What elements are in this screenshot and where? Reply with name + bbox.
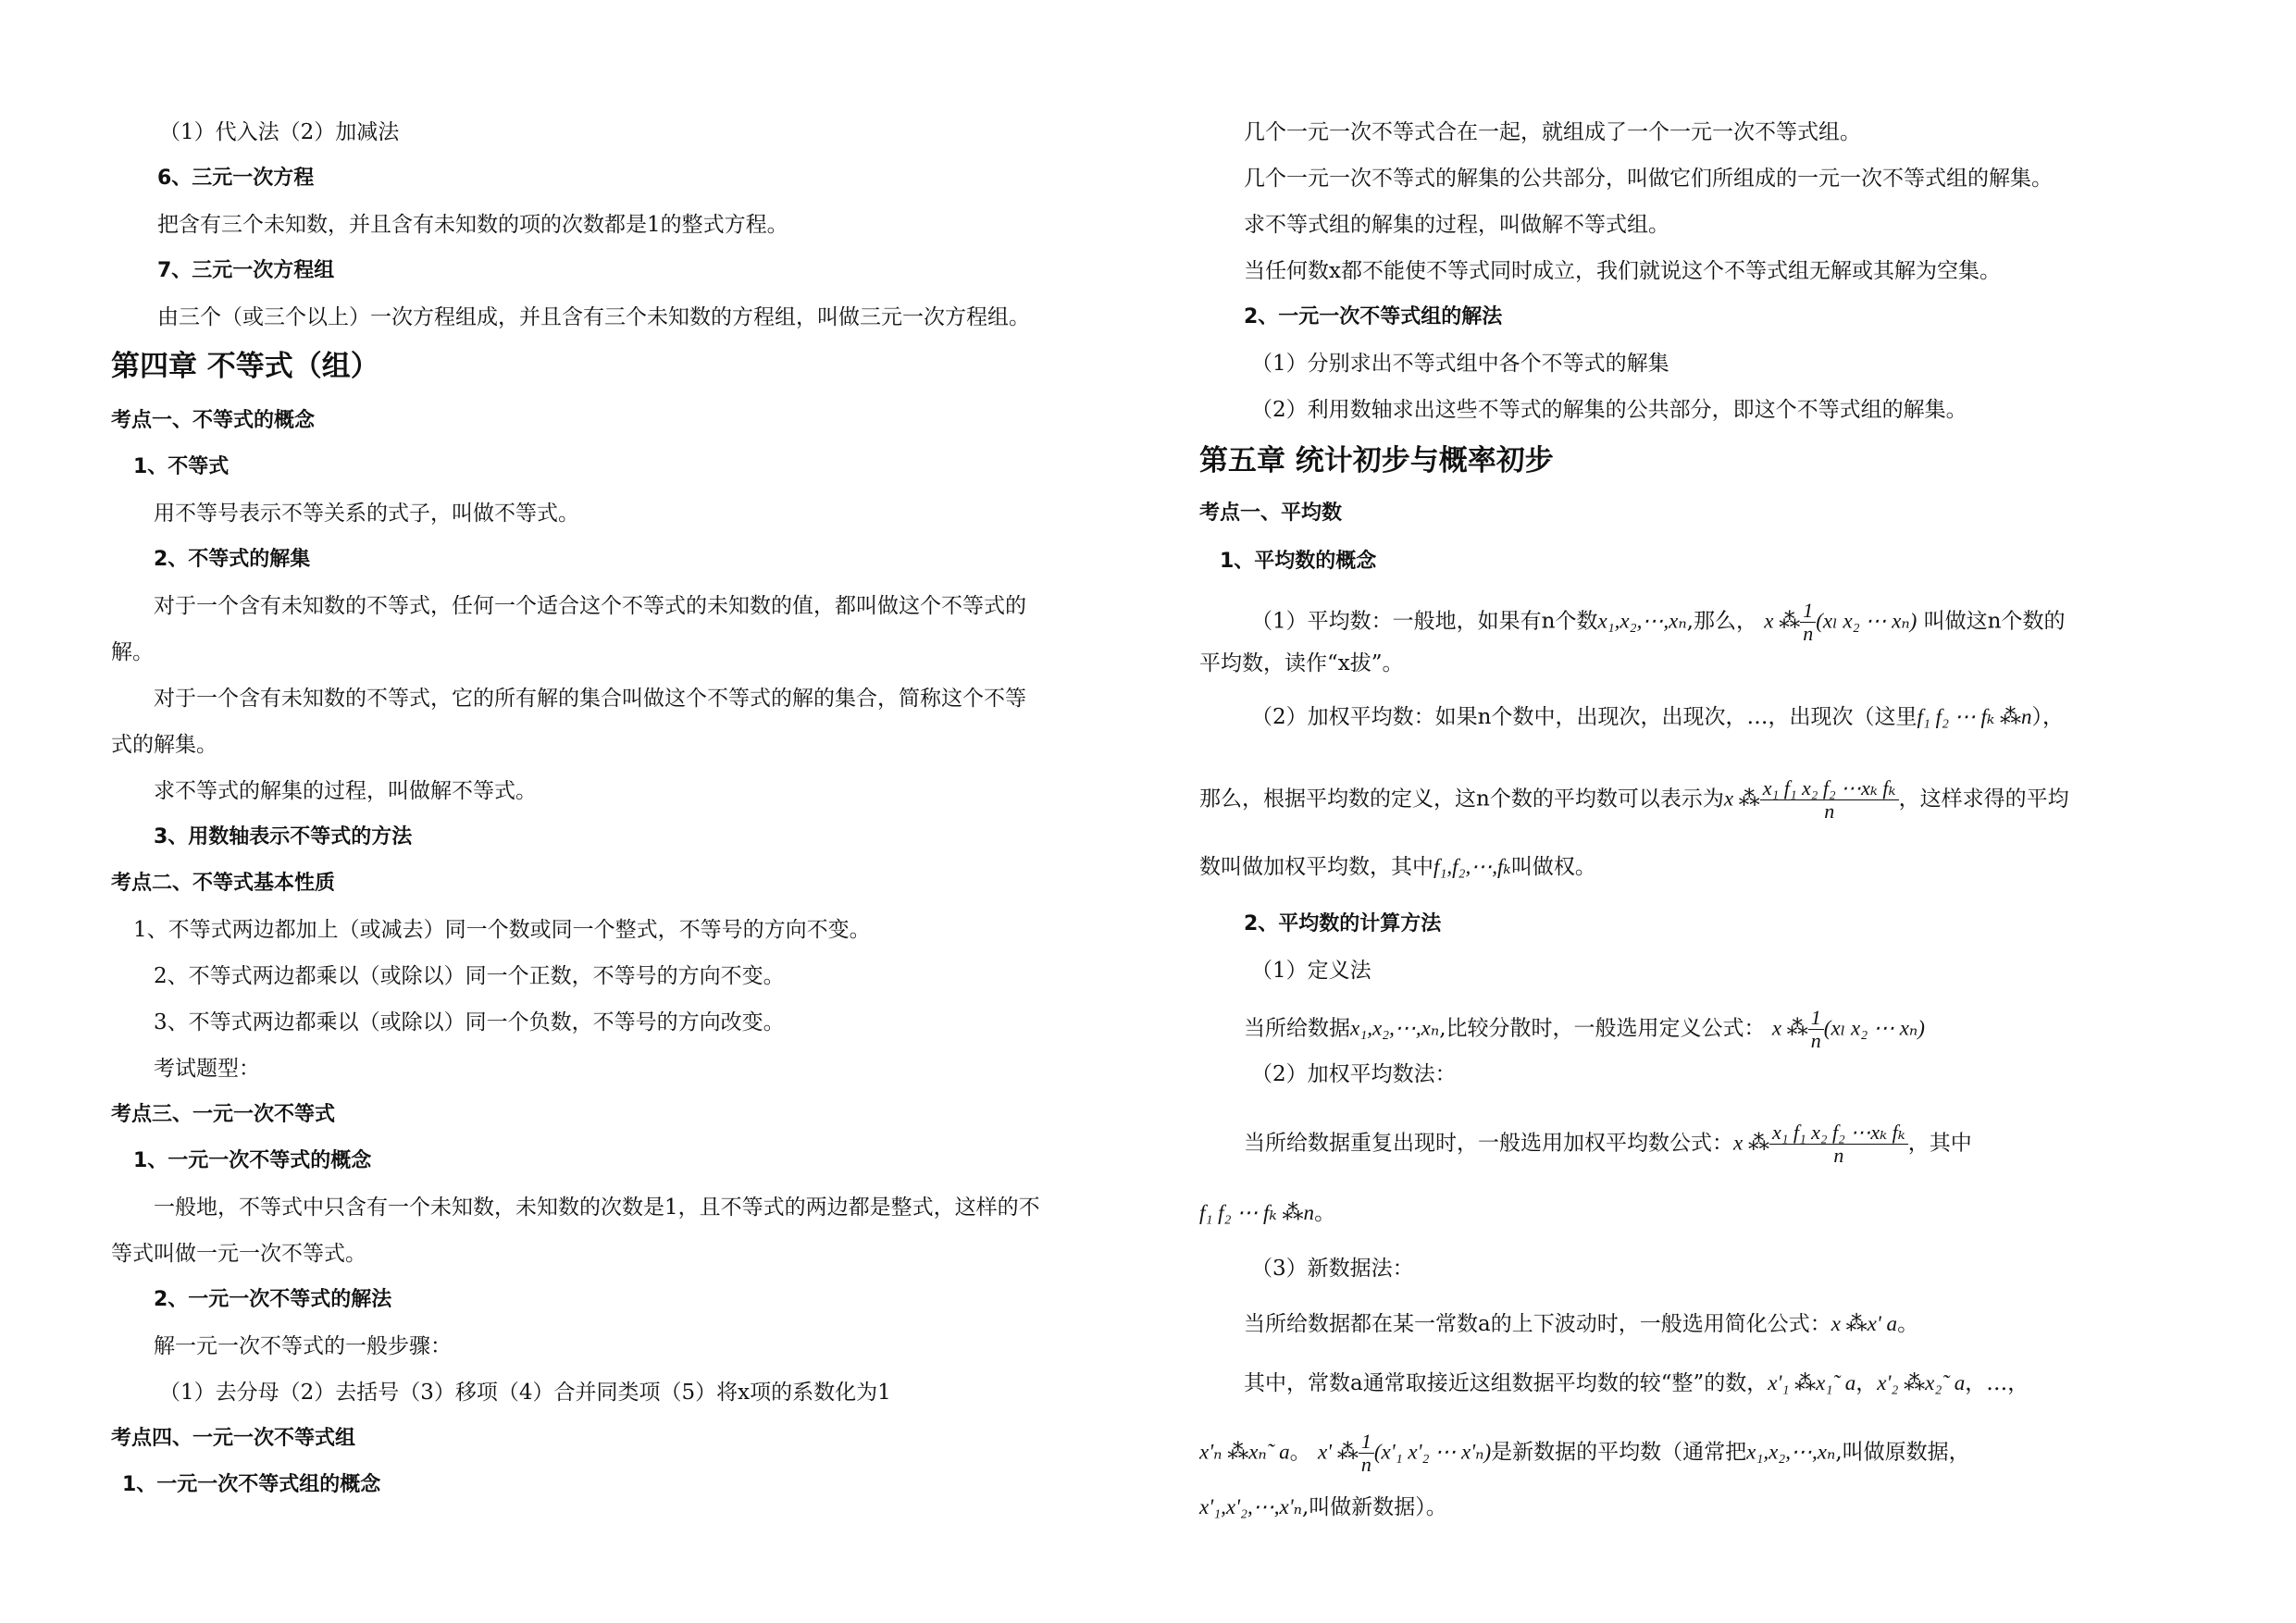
- section-heading: 7、三元一次方程组: [157, 259, 335, 282]
- mean-symbol: x ⁂: [1764, 609, 1801, 633]
- text-line: 对于一个含有未知数的不等式，任何一个适合这个不等式的未知数的值，都叫做这个不等式的: [154, 594, 1026, 618]
- text-line: （1）定义法: [1251, 959, 1371, 983]
- text-line: （1）分别求出不等式组中各个不等式的解集: [1251, 352, 1669, 376]
- fraction: [1769, 1121, 1908, 1167]
- math-seq: x₁,x₂,⋯,xₙ: [1597, 609, 1687, 633]
- text-line: （2）加权平均数法：: [1251, 1062, 1457, 1086]
- text-line: [1244, 1369, 2029, 1397]
- text-line: 式的解集。: [111, 733, 217, 757]
- section-heading: 1、一元一次不等式的概念: [133, 1149, 372, 1172]
- math-expression: (xₗ x₂ ⋯ xₙ): [1816, 609, 1917, 633]
- text-segment: ，其中: [1907, 1131, 1972, 1156]
- fraction-numerator: x₁ f₁ x₂ f₂ ⋯xₖ fₖ: [1760, 777, 1899, 800]
- text-line: 求不等式组的解集的过程，叫做解不等式组。: [1244, 213, 1669, 237]
- text-line: 几个一元一次不等式合在一起，就组成了一个一元一次不等式组。: [1244, 120, 1861, 144]
- text-line: [1199, 1431, 1970, 1476]
- text-segment: 。: [1897, 1312, 1919, 1336]
- chapter-title: 第五章 统计初步与概率初步: [1199, 444, 1554, 477]
- text-segment: ,比较分散时，一般选用定义公式：: [1439, 1016, 1766, 1041]
- text-line: [1199, 1493, 1447, 1521]
- text-segment: ，这样求得的平均: [1898, 787, 2069, 812]
- mean-symbol: x ⁂: [1733, 1131, 1769, 1155]
- text-line: 3、不等式两边都乘以（或除以）同一个负数，不等号的方向改变。: [154, 1010, 785, 1035]
- mean-symbol: x ⁂: [1723, 787, 1760, 811]
- math-expression: f₁ f₂ ⋯ fₖ ⁂n: [1199, 1201, 1315, 1224]
- fraction: [1359, 1431, 1374, 1476]
- text-segment: ，: [1855, 1371, 1878, 1395]
- text-segment: 是新数据的平均数（通常把: [1491, 1440, 1747, 1465]
- math-seq: f₁,f₂,⋯,fₖ: [1433, 855, 1511, 878]
- text-segment: 数叫做加权平均数，其中: [1199, 855, 1433, 879]
- text-line: [1251, 703, 2064, 731]
- math-expression: x ⁂x' a: [1831, 1312, 1898, 1335]
- text-line: 一般地，不等式中只含有一个未知数，未知数的次数是1，且不等式的两边都是整式，这样的不: [154, 1196, 1040, 1220]
- section-heading: 2、不等式的解集: [154, 548, 311, 571]
- text-line: 考试题型：: [154, 1057, 260, 1081]
- fraction-denominator: n: [1810, 1029, 1821, 1052]
- topic-heading: 考点一、不等式的概念: [111, 409, 316, 432]
- math-expression: f₁ f₂ ⋯ fₖ ⁂n: [1917, 705, 2032, 728]
- text-line: [1244, 1310, 1918, 1338]
- topic-heading: 考点一、平均数: [1199, 502, 1343, 525]
- section-heading: 1、一元一次不等式组的概念: [122, 1473, 381, 1496]
- text-line: 平均数，读作“x拔”。: [1199, 651, 1404, 675]
- text-segment: 那么，根据平均数的定义，这n个数的平均数可以表示为: [1199, 787, 1724, 812]
- text-line: 对于一个含有未知数的不等式，它的所有解的集合叫做这个不等式的解的集合，简称这个不等: [154, 687, 1026, 711]
- text-line: 2、不等式两边都乘以（或除以）同一个正数，不等号的方向不变。: [154, 964, 785, 988]
- fraction-denominator: n: [1360, 1453, 1371, 1476]
- text-segment: ,叫做新数据）。: [1301, 1495, 1447, 1519]
- text-line: [1199, 1199, 1335, 1227]
- text-segment: 当所给数据重复出现时，一般选用加权平均数公式：: [1244, 1131, 1733, 1156]
- text-line: 解。: [111, 640, 154, 664]
- math-seq: x₁,x₂,⋯,xₙ: [1350, 1016, 1440, 1040]
- section-heading: 6、三元一次方程: [157, 167, 315, 190]
- math-expression: x'₁ ⁂x₁˜ a: [1768, 1371, 1856, 1394]
- section-heading: 2、平均数的计算方法: [1244, 912, 1442, 935]
- fraction: [1760, 777, 1899, 823]
- math-expression: x'ₙ ⁂xₙ˜ a: [1199, 1440, 1290, 1464]
- fraction: [1808, 1007, 1824, 1052]
- text-segment: （2）加权平均数：如果n个数中，出现次，出现次，…，出现次（这里: [1251, 705, 1917, 729]
- text-segment: ，…，: [1965, 1371, 2029, 1395]
- math-seq: x'₁,x'₂,⋯,x'ₙ: [1199, 1495, 1302, 1518]
- section-heading: 1、不等式: [133, 455, 230, 478]
- text-segment: （1）平均数：一般地，如果有n个数: [1251, 609, 1598, 634]
- topic-heading: 考点四、一元一次不等式组: [111, 1427, 356, 1450]
- mean-symbol: x' ⁂: [1317, 1440, 1359, 1464]
- text-line: （1）去分母（2）去括号（3）移项（4）合并同类项（5）将x项的系数化为1: [159, 1381, 891, 1405]
- topic-heading: 考点二、不等式基本性质: [111, 872, 336, 895]
- topic-heading: 考点三、一元一次不等式: [111, 1103, 336, 1126]
- text-line: 几个一元一次不等式的解集的公共部分，叫做它们所组成的一元一次不等式组的解集。: [1244, 167, 2053, 191]
- text-segment: 叫做权。: [1510, 855, 1596, 879]
- text-segment: 。: [1314, 1201, 1336, 1225]
- text-line: [1199, 853, 1596, 881]
- text-line: 解一元一次不等式的一般步骤：: [154, 1334, 452, 1358]
- text-segment: 当所给数据: [1244, 1016, 1350, 1041]
- text-segment: 叫做这n个数的: [1923, 609, 2066, 634]
- math-expression: x'₂ ⁂x₂˜ a: [1877, 1371, 1966, 1394]
- text-segment: ,那么，: [1686, 609, 1757, 634]
- text-line: 把含有三个未知数，并且含有未知数的项的次数都是1的整式方程。: [157, 213, 788, 237]
- fraction: [1800, 600, 1816, 645]
- text-line: （1）代入法（2）加减法: [159, 120, 400, 144]
- section-heading: 2、一元一次不等式的解法: [154, 1288, 392, 1311]
- text-line: 用不等号表示不等关系的式子，叫做不等式。: [154, 502, 579, 526]
- text-line: 当任何数x都不能使不等式同时成立，我们就说这个不等式组无解或其解为空集。: [1244, 259, 2001, 283]
- text-segment: 其中，常数a通常取接近这组数据平均数的较“整”的数，: [1244, 1371, 1769, 1395]
- text-line: [1244, 1007, 1925, 1052]
- text-segment: ），: [2031, 705, 2065, 729]
- section-heading: 1、平均数的概念: [1220, 550, 1377, 573]
- math-expression: (xₗ x₂ ⋯ xₙ): [1823, 1016, 1925, 1040]
- fraction-denominator: n: [1833, 1144, 1844, 1167]
- text-line: 求不等式的解集的过程，叫做解不等式。: [154, 779, 537, 803]
- text-line: 1、不等式两边都加上（或减去）同一个数或同一个整式，不等号的方向不变。: [133, 918, 871, 942]
- section-heading: 3、用数轴表示不等式的方法: [154, 825, 413, 849]
- text-segment: 。: [1289, 1440, 1311, 1465]
- math-seq: x₁,x₂,⋯,xₙ: [1746, 1440, 1836, 1464]
- text-line: [1244, 1121, 1972, 1167]
- text-line: （2）利用数轴求出这些不等式的解集的公共部分，即这个不等式组的解集。: [1251, 398, 1967, 422]
- chapter-title: 第四章 不等式（组）: [111, 350, 379, 383]
- text-segment: 当所给数据都在某一常数a的上下波动时，一般选用简化公式：: [1244, 1312, 1831, 1336]
- text-segment: ,叫做原数据，: [1835, 1440, 1970, 1465]
- text-line: 由三个（或三个以上）一次方程组成，并且含有三个未知数的方程组，叫做三元一次方程组。: [157, 305, 1030, 329]
- fraction-denominator: n: [1803, 622, 1814, 645]
- fraction-numerator: 1: [1808, 1007, 1824, 1030]
- section-heading: 2、一元一次不等式组的解法: [1244, 305, 1503, 328]
- text-line: [1251, 600, 2065, 645]
- text-line: [1199, 777, 2069, 823]
- fraction-numerator: x₁ f₁ x₂ f₂ ⋯xₖ fₖ: [1769, 1121, 1908, 1145]
- fraction-numerator: 1: [1800, 600, 1816, 623]
- fraction-numerator: 1: [1359, 1431, 1374, 1454]
- text-line: 等式叫做一元一次不等式。: [111, 1242, 366, 1266]
- fraction-denominator: n: [1824, 799, 1835, 823]
- math-expression: (x'₁ x'₂ ⋯ x'ₙ): [1373, 1440, 1492, 1464]
- mean-symbol: x ⁂: [1771, 1016, 1808, 1040]
- text-line: （3）新数据法：: [1251, 1257, 1414, 1281]
